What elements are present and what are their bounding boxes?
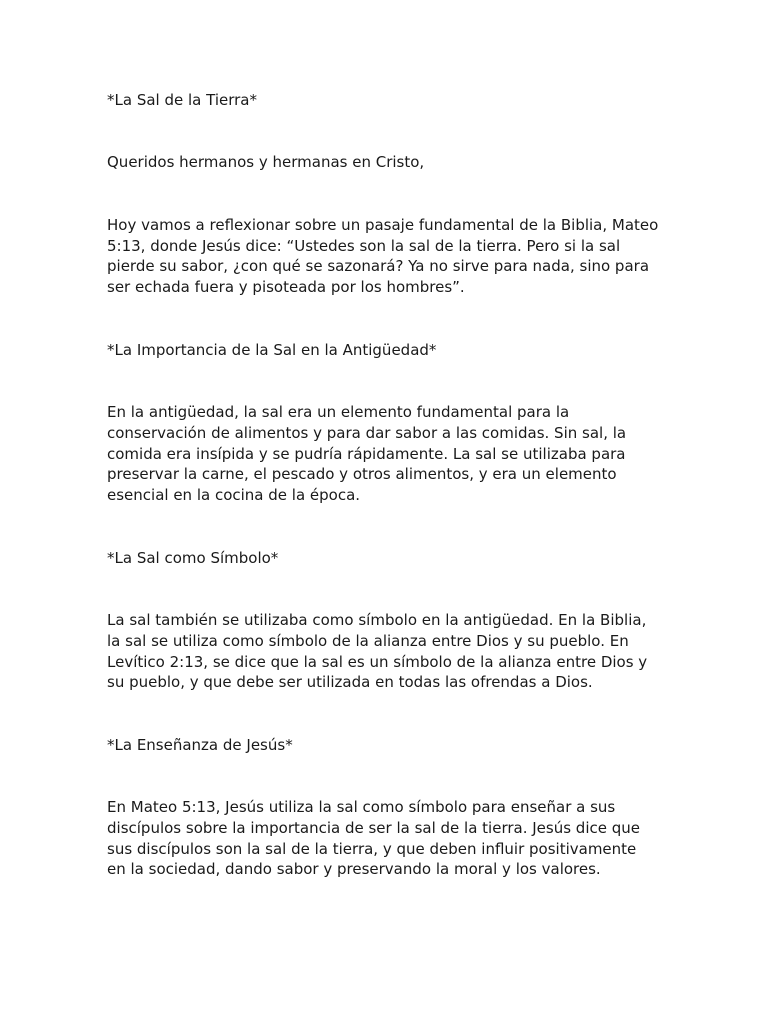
section-paragraph: La sal también se utilizaba como símbolo en la antigüedad. En la Biblia, la sal se utiliza como símbolo de la alianza entre Dios y su pueblo. En Levítico 2:13, se dice que la sal es un símbolo de la alianza entre Dios y su pueblo, y que debe ser utilizada en todas las ofrendas a Dios. [107, 610, 648, 692]
greeting: Queridos hermanos y hermanas en Cristo, [107, 153, 425, 172]
section-heading: *La Enseñanza de Jesús* [107, 735, 293, 754]
section-paragraph: En la antigüedad, la sal era un elemento fundamental para la conservación de alimentos y para dar sabor a las comidas. Sin sal, la comida era insípida y se pudría rápidamente. La sal se utilizaba para preservar la carne, el pescado y otros alimentos, y era un elemento esencial en la cocina de la época. [107, 402, 627, 505]
section-heading: *La Importancia de la Sal en la Antigüedad* [107, 340, 437, 359]
document-page [107, 90, 667, 922]
section-heading: *La Sal como Símbolo* [107, 548, 279, 567]
intro-paragraph: Hoy vamos a reflexionar sobre un pasaje fundamental de la Biblia, Mateo 5:13, donde Jesús dice: “Ustedes son la sal de la tierra. Pero si la sal pierde su sabor, ¿con qué se sazonará? Ya no sirve para nada, sino para ser echada fuera y pisoteada por los hombres”. [107, 215, 659, 297]
document-title: *La Sal de la Tierra* [107, 91, 257, 109]
section-paragraph: En Mateo 5:13, Jesús utiliza la sal como símbolo para enseñar a sus discípulos sobre la importancia de ser la sal de la tierra. Jesús dice que sus discípulos son la sal de la tierra, y que deben influir positivamente en la sociedad, dando sabor y preservando la moral y los valores. [107, 798, 640, 879]
